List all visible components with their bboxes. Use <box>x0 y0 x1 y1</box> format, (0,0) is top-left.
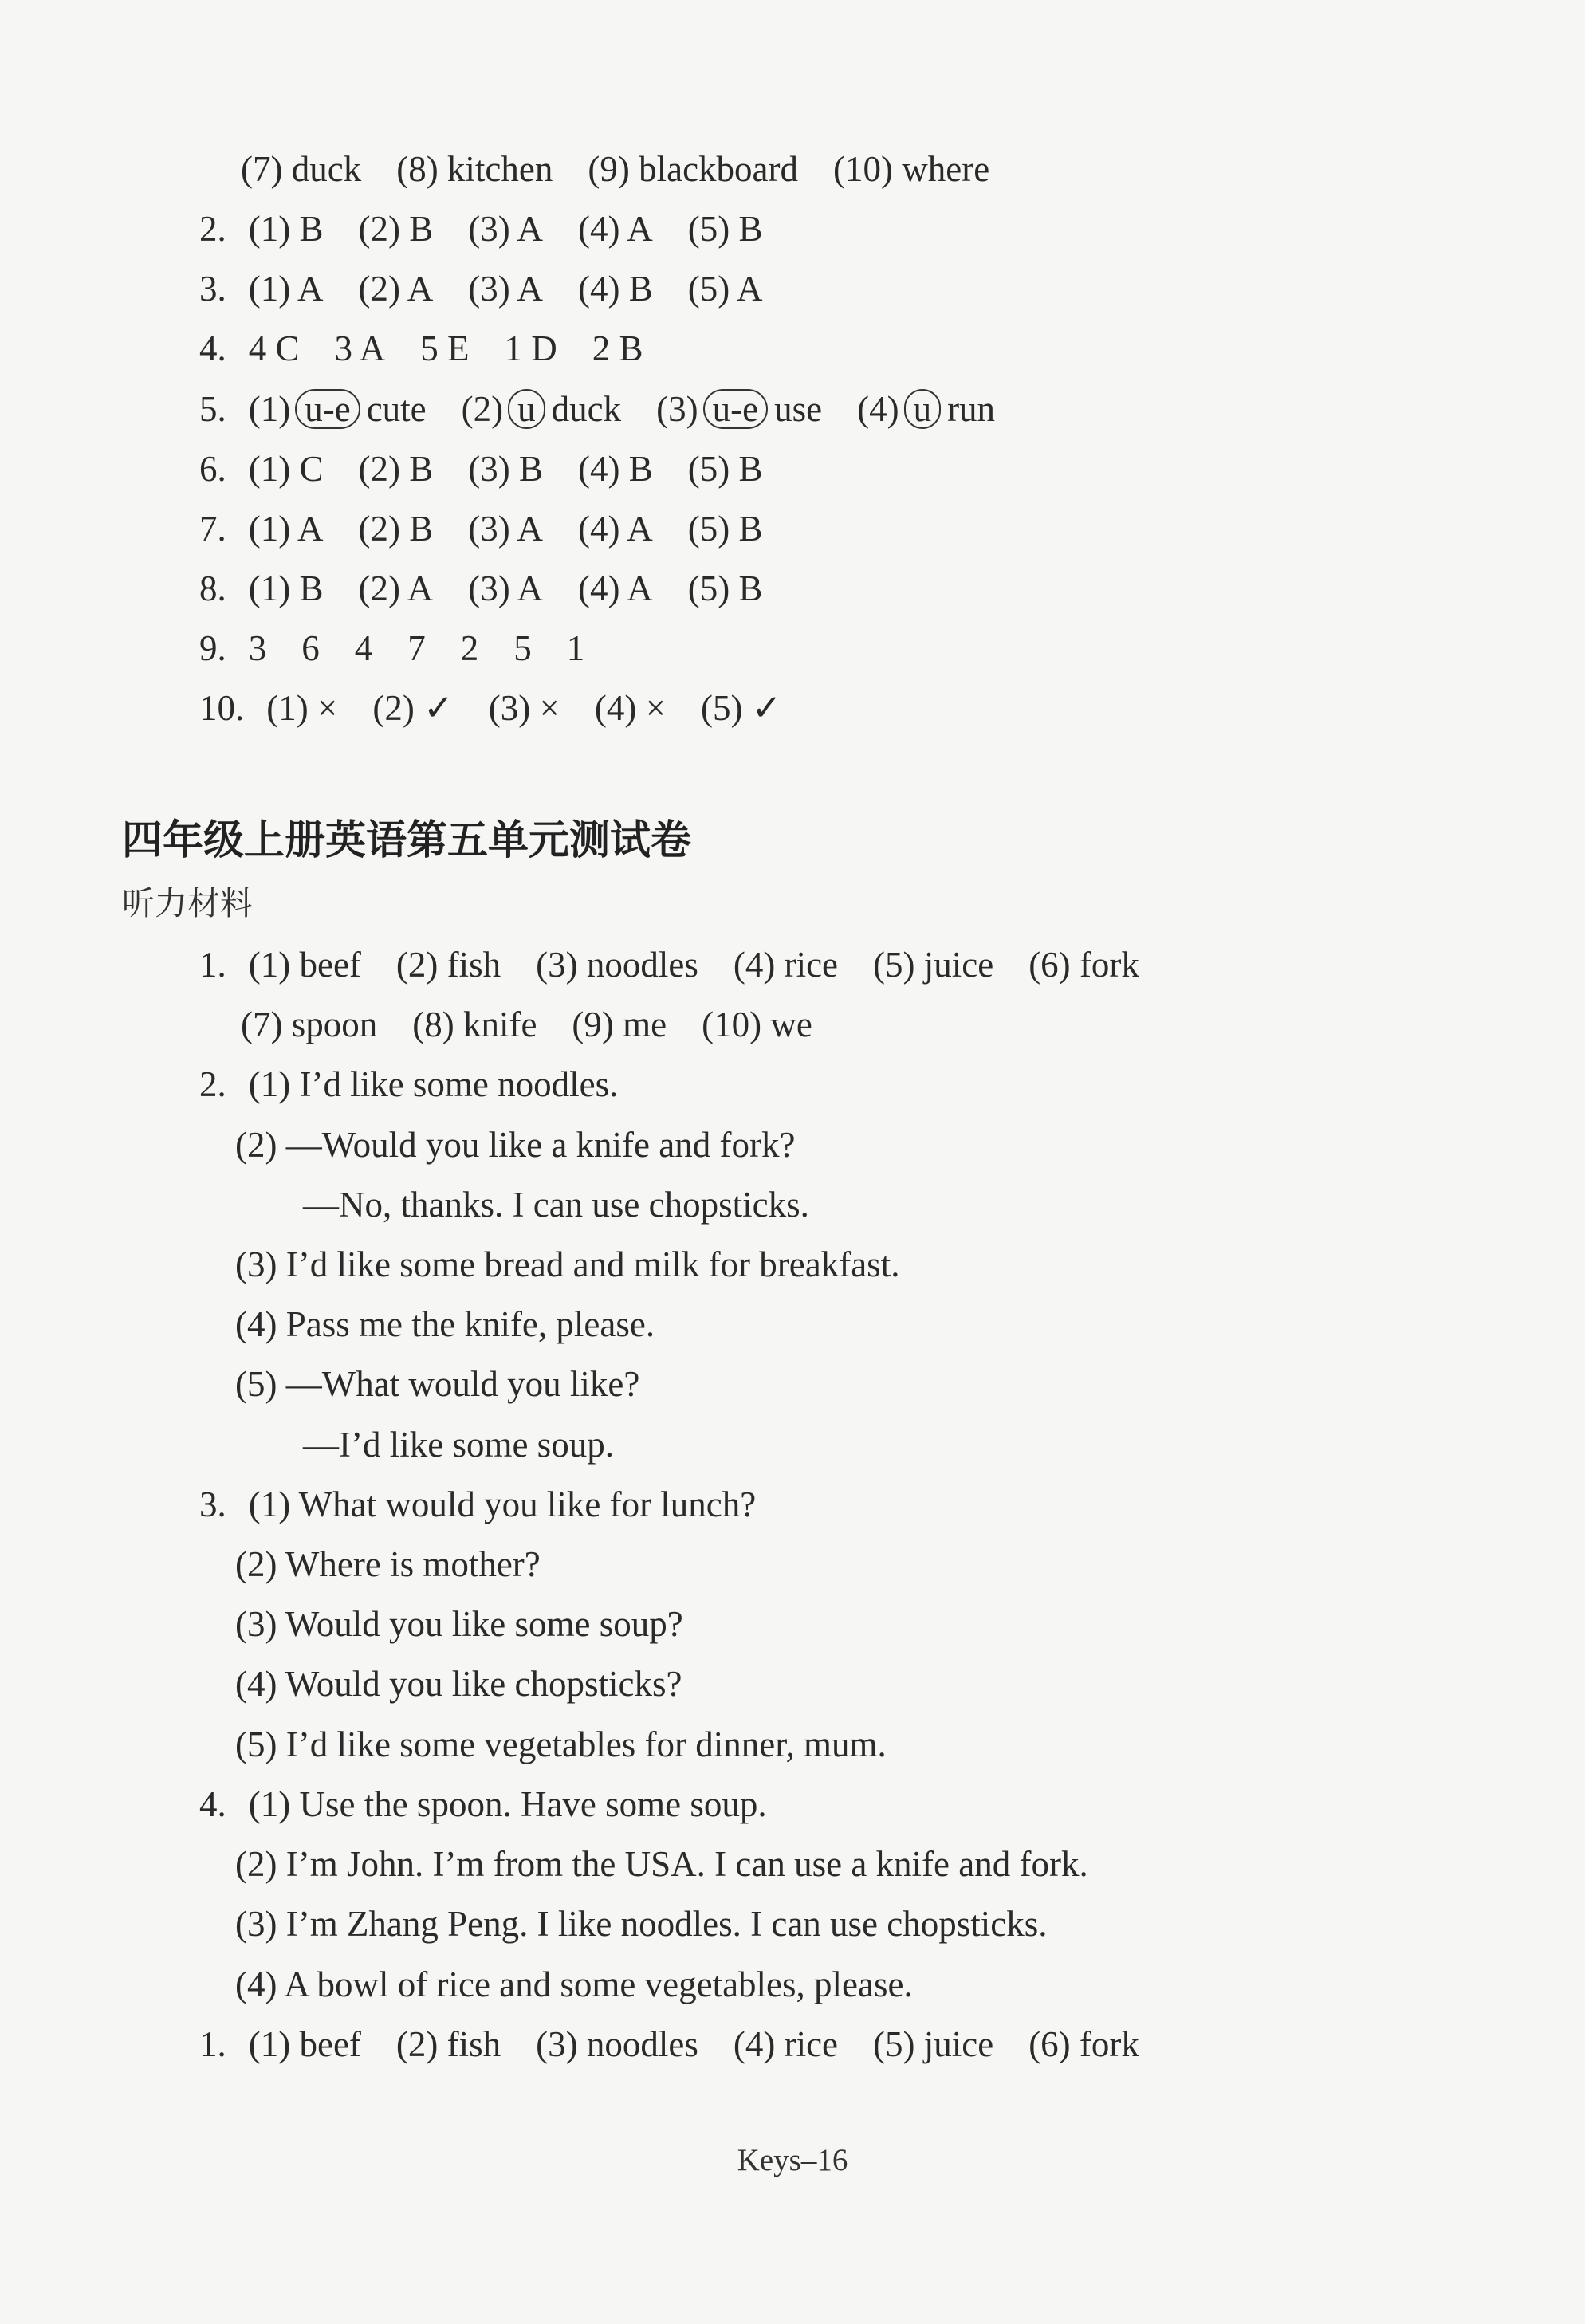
listening-item: (6) fork <box>1028 945 1139 985</box>
answer-item <box>857 385 995 433</box>
listening-item: (8) knife <box>412 1005 537 1044</box>
answer-item: (5) B <box>687 568 763 608</box>
listening-item: (4) rice <box>733 945 839 985</box>
listening-item: (1) beef <box>248 945 361 985</box>
answer-item: 1 D <box>504 328 557 368</box>
answer-item: (3) A <box>468 269 543 309</box>
answer-item: (4) A <box>578 509 653 549</box>
answer-line-q3 <box>199 265 763 313</box>
listening-q1-line-a <box>199 941 1139 989</box>
answer-line-q6 <box>199 445 763 493</box>
listening-q4-line-2: (2) I’m John. I’m from the USA. I can use a knife and fork. <box>235 1844 1088 1884</box>
question-number: 2. <box>199 1064 226 1104</box>
answer-line-q10 <box>199 684 781 732</box>
answer-item: (2) A <box>358 269 434 309</box>
item-word: use <box>774 389 823 429</box>
item-label: (3) <box>656 389 698 429</box>
answer-item <box>249 385 427 433</box>
listening-item: (7) spoon <box>241 1005 378 1044</box>
question-number: 1. <box>199 2024 226 2064</box>
answer-item: 6 <box>301 628 320 668</box>
listening-q4-line-4: (4) A bowl of rice and some vegetables, please. <box>235 1964 913 2004</box>
answer-item: (3) × <box>488 688 560 728</box>
answer-item <box>462 385 621 433</box>
question-number: 6. <box>199 449 226 489</box>
item-label: (1) <box>248 389 291 429</box>
answer-item: (5) B <box>687 509 763 549</box>
listening-q2-line-6: (5) —What would you like? <box>235 1364 640 1404</box>
circled-letters: u <box>508 389 545 429</box>
page-number: Keys–16 <box>737 2143 848 2177</box>
answer-line-q9 <box>199 624 584 672</box>
listening-q2-line-4: (3) I’d like some bread and milk for breakfast. <box>235 1245 900 1284</box>
answer-item: (1) C <box>248 449 324 489</box>
answer-item: (2) B <box>358 209 434 249</box>
item-label: (2) <box>461 389 504 429</box>
answer-item <box>656 385 822 433</box>
answer-item: (5) B <box>687 209 763 249</box>
question-number: 1. <box>199 945 226 985</box>
answers-q1-line <box>199 2020 1139 2068</box>
circled-letters: u <box>904 389 942 429</box>
answer-item: 4 <box>354 628 373 668</box>
answer-item: (3) A <box>468 209 543 249</box>
answer-item: (1) B <box>248 209 324 249</box>
listening-q3-line-1 <box>199 1481 756 1528</box>
question-number: 5. <box>199 389 226 429</box>
answer-item: (10) where <box>833 149 990 189</box>
answer-item: (3) noodles <box>536 2024 698 2064</box>
question-number: 4. <box>199 1784 226 1824</box>
answer-item: 2 <box>460 628 479 668</box>
listening-q3-line-2: (2) Where is mother? <box>235 1544 541 1584</box>
answer-line-q7 <box>199 505 763 552</box>
question-number: 9. <box>199 628 226 668</box>
listening-sentence: (1) Use the spoon. Have some soup. <box>248 1784 767 1824</box>
answer-item: (6) fork <box>1028 2024 1139 2064</box>
question-number: 3. <box>199 269 226 309</box>
section-subtitle: 听力材料 <box>122 884 253 922</box>
answer-item: (3) A <box>468 509 543 549</box>
answer-item: (2) fish <box>395 2024 501 2064</box>
answer-item: 3 <box>248 628 267 668</box>
item-label: (4) <box>857 389 899 429</box>
listening-item: (3) noodles <box>536 945 698 985</box>
question-number: 4. <box>199 328 226 368</box>
listening-q3-line-3: (3) Would you like some soup? <box>235 1604 683 1644</box>
answer-item: (2) ✓ <box>372 688 454 728</box>
answer-item: (1) beef <box>248 2024 361 2064</box>
circled-letters: u-e <box>703 389 768 429</box>
circled-letters: u-e <box>295 389 360 429</box>
answer-item: 3 A <box>334 328 386 368</box>
listening-q4-line-3: (3) I’m Zhang Peng. I like noodles. I can use chopsticks. <box>235 1904 1048 1944</box>
question-number: 8. <box>199 568 226 608</box>
answer-line-q8 <box>199 564 763 612</box>
answer-item: (3) A <box>468 568 543 608</box>
answer-item: (1) A <box>248 509 324 549</box>
answer-item: 5 E <box>420 328 470 368</box>
listening-q2-line-3: —No, thanks. I can use chopsticks. <box>303 1185 809 1225</box>
answer-item: (1) A <box>248 269 324 309</box>
question-number: 10. <box>199 688 245 728</box>
answer-item: (5) ✓ <box>701 688 782 728</box>
question-number: 7. <box>199 509 226 549</box>
listening-item: (9) me <box>572 1005 667 1044</box>
answer-line-q1-continued <box>241 145 989 193</box>
answer-line-q2 <box>199 205 763 253</box>
listening-q2-line-1 <box>199 1060 618 1108</box>
item-word: duck <box>551 389 622 429</box>
answer-item: (3) B <box>468 449 543 489</box>
answer-item: (2) A <box>358 568 434 608</box>
answer-item: (1) × <box>266 688 338 728</box>
answer-item: (2) B <box>358 509 434 549</box>
listening-q2-line-2: (2) —Would you like a knife and fork? <box>235 1125 796 1165</box>
answer-item: (4) B <box>578 449 653 489</box>
answer-item: (7) duck <box>241 149 362 189</box>
listening-q3-line-4: (4) Would you like chopsticks? <box>235 1664 682 1704</box>
listening-q2-line-5: (4) Pass me the knife, please. <box>235 1304 655 1344</box>
answer-item: (4) B <box>578 269 653 309</box>
listening-sentence: (1) I’d like some noodles. <box>248 1064 619 1104</box>
answer-item: (8) kitchen <box>396 149 553 189</box>
answer-item: (5) B <box>687 449 763 489</box>
answer-line-q4 <box>199 324 643 372</box>
question-number: 3. <box>199 1484 226 1524</box>
answer-item: (1) B <box>248 568 324 608</box>
section-title: 四年级上册英语第五单元测试卷 <box>122 817 692 864</box>
item-word: cute <box>366 389 427 429</box>
answer-item: (4) A <box>578 209 653 249</box>
answer-item: 4 C <box>248 328 300 368</box>
listening-sentence: (1) What would you like for lunch? <box>248 1484 757 1524</box>
item-word: run <box>947 389 996 429</box>
answer-item: (5) juice <box>873 2024 994 2064</box>
answer-item: 2 B <box>592 328 643 368</box>
listening-item: (5) juice <box>873 945 994 985</box>
answer-item: 1 <box>566 628 585 668</box>
answer-item: 7 <box>407 628 426 668</box>
answer-line-q5 <box>199 385 995 433</box>
answer-item: (2) B <box>358 449 434 489</box>
answer-item: (4) A <box>578 568 653 608</box>
question-number: 2. <box>199 209 226 249</box>
listening-q2-line-7: —I’d like some soup. <box>303 1425 614 1465</box>
listening-q3-line-5: (5) I’d like some vegetables for dinner, mum. <box>235 1724 887 1764</box>
answer-item: (5) A <box>687 269 763 309</box>
listening-q4-line-1 <box>199 1780 767 1828</box>
listening-item: (2) fish <box>395 945 501 985</box>
listening-q1-line-b <box>241 1001 812 1048</box>
listening-item: (10) we <box>702 1005 812 1044</box>
answer-item: (4) × <box>594 688 667 728</box>
answer-item: (4) rice <box>733 2024 839 2064</box>
answer-item: (9) blackboard <box>588 149 799 189</box>
answer-item: 5 <box>513 628 532 668</box>
